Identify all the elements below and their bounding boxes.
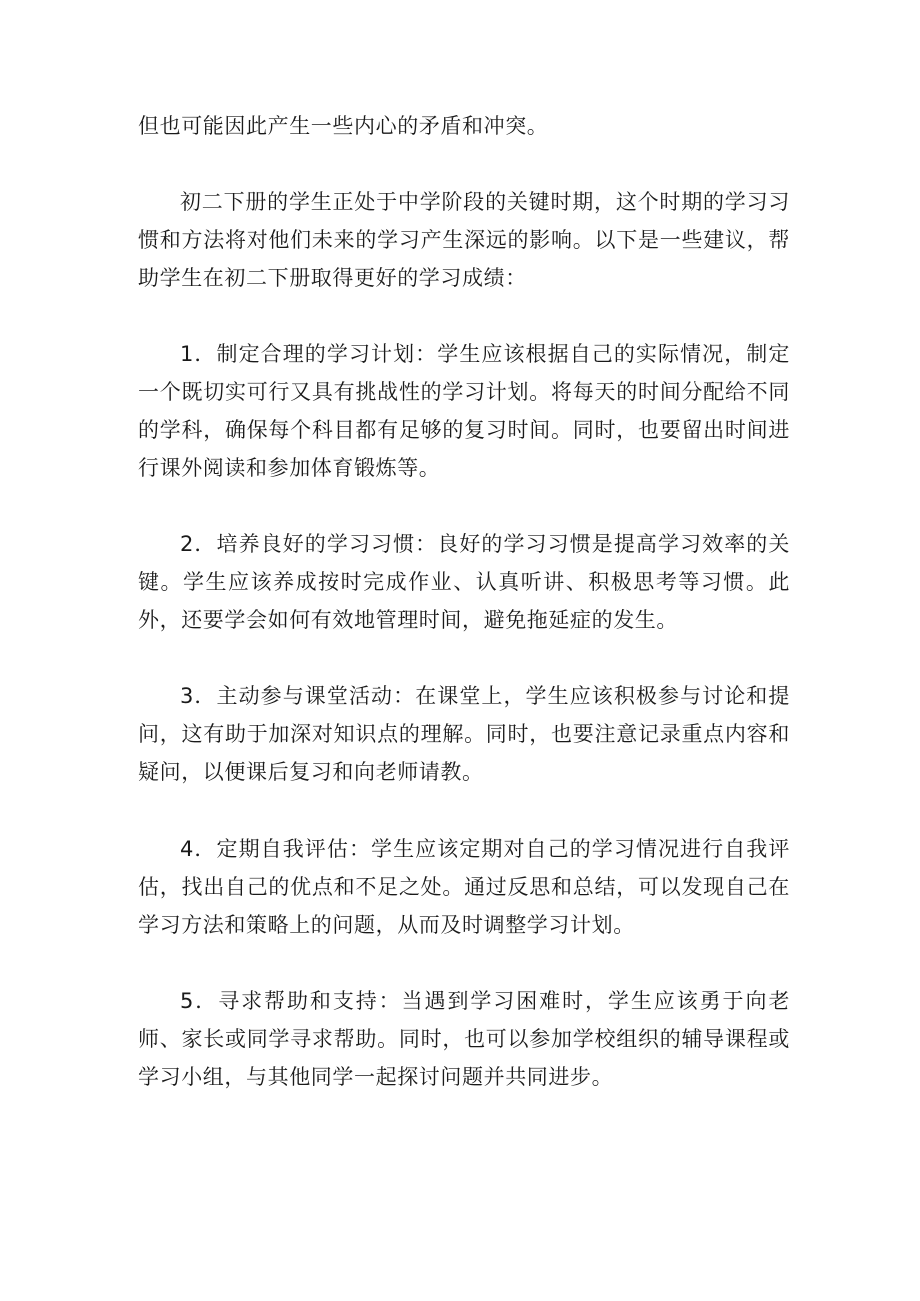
paragraph-tip-1: 1．制定合理的学习计划：学生应该根据自己的实际情况，制定一个既切实可行又具有挑战性的学习计划。将每天的时间分配给不同的学科，确保每个科目都有足够的复习时间。同时，也要留出时间进行课外阅读和参加体育锻炼等。: [138, 342, 790, 480]
paragraph-tip-3: 3．主动参与课堂活动：在课堂上，学生应该积极参与讨论和提问，这有助于加深对知识点的理解。同时，也要注意记录重点内容和疑问，以便课后复习和向老师请教。: [138, 684, 790, 784]
paragraph-intro: 初二下册的学生正处于中学阶段的关键时期，这个时期的学习习惯和方法将对他们未来的学习产生深远的影响。以下是一些建议，帮助学生在初二下册取得更好的学习成绩：: [138, 190, 790, 290]
paragraph-tip-4: 4．定期自我评估：学生应该定期对自己的学习情况进行自我评估，找出自己的优点和不足之处。通过反思和总结，可以发现自己在学习方法和策略上的问题，从而及时调整学习计划。: [138, 837, 790, 937]
paragraph-tip-2: 2．培养良好的学习习惯：良好的学习习惯是提高学习效率的关键。学生应该养成按时完成作业、认真听讲、积极思考等习惯。此外，还要学会如何有效地管理时间，避免拖延症的发生。: [138, 532, 790, 632]
paragraph-tip-5: 5．寻求帮助和支持：当遇到学习困难时，学生应该勇于向老师、家长或同学寻求帮助。同时，也可以参加学校组织的辅导课程或学习小组，与其他同学一起探讨问题并共同进步。: [138, 989, 790, 1089]
paragraph-continuation: 但也可能因此产生一些内心的矛盾和冲突。: [138, 114, 549, 138]
